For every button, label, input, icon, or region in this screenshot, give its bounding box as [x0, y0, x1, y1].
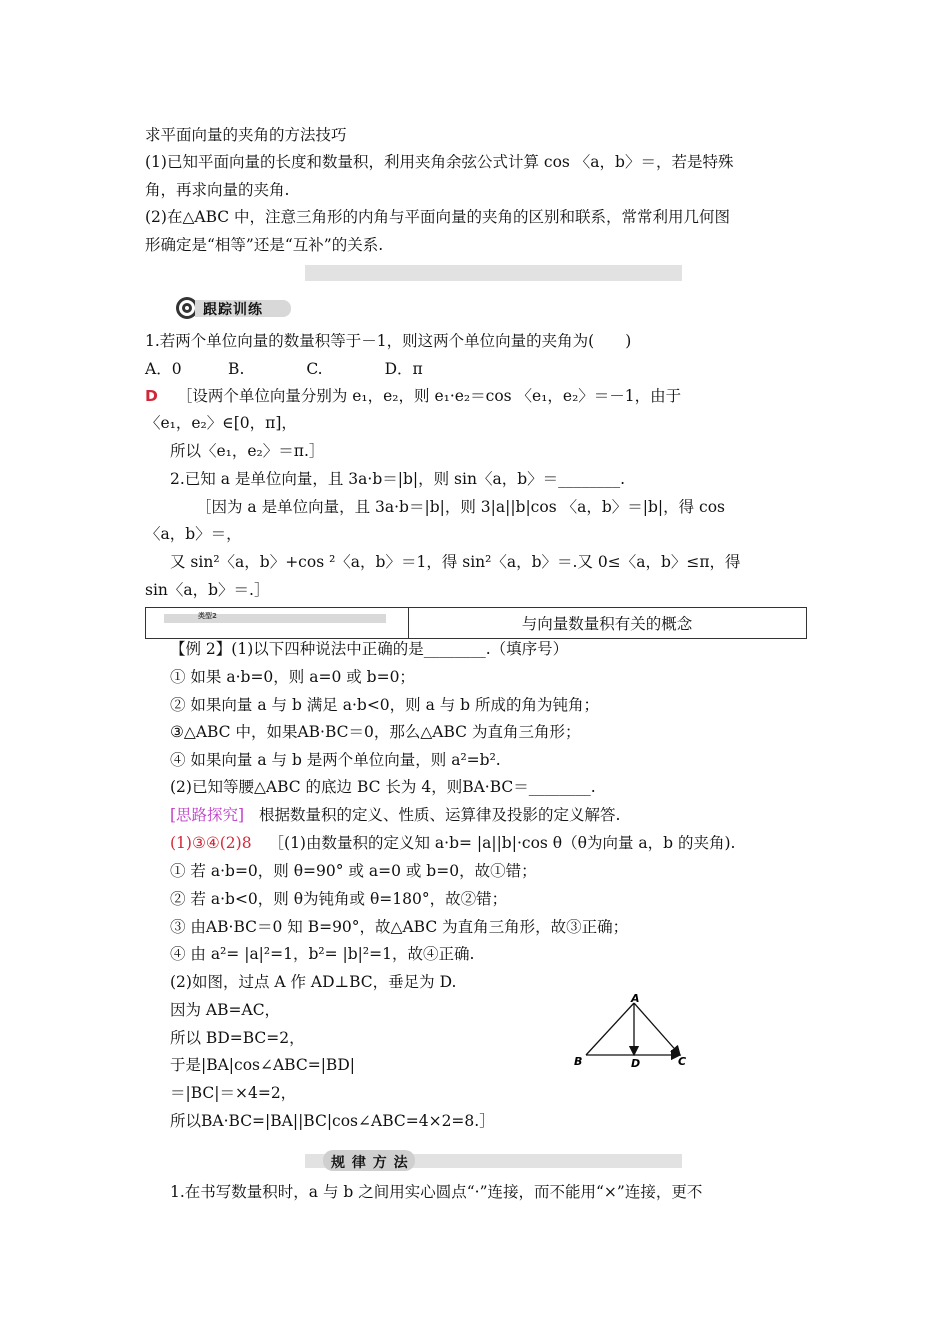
section-title: 规 律 方 法 [331, 1155, 409, 1171]
section-training-header [175, 296, 295, 320]
answer-line [170, 833, 735, 853]
type-header-box [145, 607, 807, 639]
text-line: 因为 AB=AC， [170, 1001, 281, 1019]
answer-line [145, 386, 681, 406]
hint-line [170, 805, 620, 825]
text-line: A．0 B. C. D．π [145, 360, 423, 378]
answer-text: ［(1)由数量积的定义知 a·b= |a||b|·cos θ（θ为向量 a，b 的夹角). [268, 834, 736, 852]
text-line: ② 若 a·b<0，则 θ为钝角或 θ=180°，故②错； [170, 890, 508, 908]
section-title: 跟踪训练 [203, 302, 263, 318]
text-line: ② 如果向量 a 与 b 满足 a·b<0，则 a 与 b 所成的角为钝角； [170, 696, 600, 714]
answer-text: ［设两个单位向量分别为 e₁，e₂，则 e₁·e₂＝cos 〈e₁，e₂〉＝－1，由于 [176, 387, 682, 405]
text-line: (2)如图，过点 A 作 AD⊥BC，垂足为 D. [170, 973, 457, 991]
text-line: 角，再求向量的夹角. [145, 181, 290, 199]
text-line: ［因为 a 是单位向量，且 3a·b＝|b|，则 3|a||b|cos 〈a，b〉＝|b|，得 cos [196, 498, 725, 516]
text-line: 〈a，b〉＝， [145, 525, 242, 543]
point-label-b: B [574, 1055, 583, 1068]
text-line: 求平面向量的夹角的方法技巧 [145, 126, 347, 144]
type-title: 与向量数量积有关的概念 [521, 615, 693, 633]
text-line: 〈e₁，e₂〉∈[0，π]， [145, 414, 297, 432]
answer-label: D [145, 387, 158, 405]
text-line: 【例 2】(1)以下四种说法中正确的是________.（填序号） [170, 640, 569, 658]
text-line: 1.若两个单位向量的数量积等于－1，则这两个单位向量的夹角为( ) [145, 332, 632, 350]
type-label: 类型2 [198, 612, 217, 620]
hint-text: 根据数量积的定义、性质、运算律及投影的定义解答. [259, 806, 621, 824]
hint-label: [思路探究] [170, 806, 245, 824]
text-line: ＝|BC|＝×4=2， [170, 1084, 297, 1102]
text-line: (1)已知平面向量的长度和数量积，利用夹角余弦公式计算 cos 〈a，b〉＝，若是特殊 [145, 153, 734, 171]
answer-label: (1)③④(2)8 [170, 834, 252, 852]
text-line: (2)在△ABC 中，注意三角形的内角与平面向量的夹角的区别和联系，常常利用几何图 [145, 208, 731, 226]
text-line: ④ 如果向量 a 与 b 是两个单位向量，则 a²=b². [170, 751, 501, 769]
text-line: 1.在书写数量积时，a 与 b 之间用实心圆点“·”连接，而不能用“×”连接，更不 [170, 1183, 703, 1201]
point-label-a: A [631, 993, 640, 1005]
text-line: 形确定是“相等”还是“互补”的关系. [145, 236, 384, 254]
text-line: 所以BA·BC=|BA||BC|cos∠ABC=4×2=8.］ [170, 1112, 495, 1130]
type-label-cell [146, 608, 409, 638]
text-line: 于是|BA|cos∠ABC=|BD| [170, 1056, 355, 1074]
point-label-d: D [631, 1057, 641, 1070]
divider-bar [305, 265, 682, 281]
text-line: 2.已知 a 是单位向量，且 3a·b＝|b|，则 sin〈a，b〉＝________. [170, 470, 626, 488]
text-line: 又 sin²〈a，b〉+cos ²〈a，b〉＝1，得 sin²〈a，b〉＝.又 0≤〈a，b〉≤π，得 [170, 553, 741, 571]
text-line: (2)已知等腰△ABC 的底边 BC 长为 4，则BA·BC＝________. [170, 778, 596, 796]
text-line: ③△ABC 中，如果AB·BC＝0，那么△ABC 为直角三角形； [170, 723, 581, 741]
text-line: ① 若 a·b=0，则 θ=90° 或 a=0 或 b=0，故①错； [170, 862, 537, 880]
section-method-header [305, 1150, 682, 1172]
text-line: sin〈a，b〉＝.］ [145, 581, 270, 599]
point-label-c: C [678, 1055, 687, 1068]
text-line: 所以 BD=BC=2， [170, 1029, 305, 1047]
text-line: ③ 由AB·BC＝0 知 B=90°，故△ABC 为直角三角形，故③正确； [170, 918, 629, 936]
triangle-figure [572, 993, 702, 1073]
text-line: ④ 由 a²= |a|²=1，b²= |b|²=1，故④正确. [170, 945, 475, 963]
text-line: 所以〈e₁，e₂〉＝π.］ [170, 442, 325, 460]
text-line: ① 如果 a·b=0，则 a=0 或 b=0； [170, 668, 415, 686]
